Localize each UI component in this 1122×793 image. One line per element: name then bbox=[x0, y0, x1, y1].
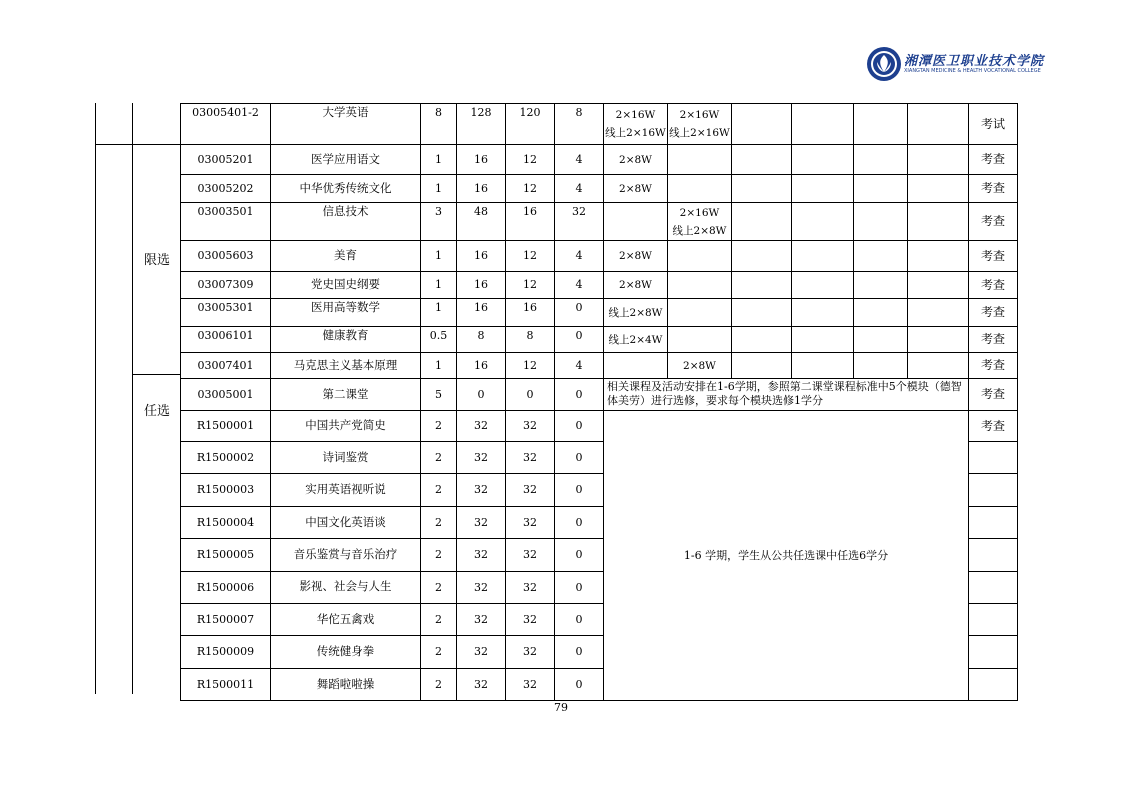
college-emblem-icon bbox=[866, 46, 902, 82]
course-theory: 32 bbox=[506, 411, 555, 442]
second-classroom-note: 相关课程及活动安排在1-6学期，参照第二课堂课程标准中5个模块（德智体美劳）进行选修，要求每个模块选修1学分 bbox=[604, 379, 969, 411]
course-table bbox=[180, 103, 1018, 701]
course-credits: 2 bbox=[421, 636, 457, 668]
course-practice-hours: 4 bbox=[555, 272, 604, 299]
semester-4 bbox=[792, 145, 854, 175]
semester-1-line: 线上2×8W bbox=[608, 306, 663, 319]
course-hours: 16 bbox=[457, 145, 506, 175]
assessment-type: 考试 bbox=[969, 104, 1018, 145]
course-name: 实用英语视听说 bbox=[271, 474, 421, 506]
course-theory: 32 bbox=[506, 506, 555, 538]
course-hours: 32 bbox=[457, 506, 506, 538]
course-practice: 0 bbox=[555, 668, 604, 700]
course-name: 美育 bbox=[271, 241, 421, 272]
semester-3 bbox=[732, 175, 792, 203]
assessment-type bbox=[969, 603, 1018, 635]
course-practice: 0 bbox=[555, 636, 604, 668]
semester-6 bbox=[908, 299, 969, 327]
semester-6 bbox=[908, 327, 969, 353]
semester-2 bbox=[668, 353, 732, 379]
semester-4 bbox=[792, 104, 854, 145]
subsection-divider bbox=[133, 374, 180, 375]
course-practice: 0 bbox=[555, 411, 604, 442]
course-hours: 8 bbox=[457, 327, 506, 353]
assessment-type bbox=[969, 442, 1018, 474]
course-code: 03005603 bbox=[181, 241, 271, 272]
assessment-type: 考查 bbox=[969, 327, 1018, 353]
course-credits: 3 bbox=[421, 203, 457, 241]
course-credits: 2 bbox=[421, 539, 457, 571]
semester-5 bbox=[854, 175, 908, 203]
semester-3 bbox=[732, 203, 792, 241]
course-hours: 0 bbox=[457, 379, 506, 411]
course-practice-hours: 8 bbox=[555, 104, 604, 145]
course-hours: 16 bbox=[457, 175, 506, 203]
table-row bbox=[181, 327, 1018, 353]
semester-1 bbox=[604, 241, 668, 272]
semester-2 bbox=[668, 203, 732, 241]
assessment-type bbox=[969, 506, 1018, 538]
course-hours: 16 bbox=[457, 353, 506, 379]
course-name: 医学应用语文 bbox=[271, 145, 421, 175]
semester-5 bbox=[854, 145, 908, 175]
course-credits: 5 bbox=[421, 379, 457, 411]
course-theory-hours: 16 bbox=[506, 203, 555, 241]
course-hours: 32 bbox=[457, 411, 506, 442]
course-practice-hours: 32 bbox=[555, 203, 604, 241]
semester-1 bbox=[604, 104, 668, 145]
semester-1 bbox=[604, 353, 668, 379]
semester-5 bbox=[854, 299, 908, 327]
course-theory-hours: 12 bbox=[506, 145, 555, 175]
course-credits: 1 bbox=[421, 145, 457, 175]
course-name: 中国文化英语谈 bbox=[271, 506, 421, 538]
course-hours: 32 bbox=[457, 474, 506, 506]
table-row bbox=[181, 299, 1018, 327]
course-code: 03005202 bbox=[181, 175, 271, 203]
course-practice: 0 bbox=[555, 379, 604, 411]
course-theory: 0 bbox=[506, 379, 555, 411]
outer-border-left bbox=[95, 103, 96, 144]
semester-1 bbox=[604, 327, 668, 353]
college-logo bbox=[866, 46, 1045, 84]
course-credits: 2 bbox=[421, 411, 457, 442]
semester-5 bbox=[854, 104, 908, 145]
semester-6 bbox=[908, 272, 969, 299]
course-code: R1500009 bbox=[181, 636, 271, 668]
table-row bbox=[181, 272, 1018, 299]
course-code: 03003501 bbox=[181, 203, 271, 241]
semester-1 bbox=[604, 272, 668, 299]
course-name: 舞蹈啦啦操 bbox=[271, 668, 421, 700]
course-practice-hours: 4 bbox=[555, 353, 604, 379]
course-theory-hours: 12 bbox=[506, 241, 555, 272]
course-code: R1500001 bbox=[181, 411, 271, 442]
course-hours: 32 bbox=[457, 668, 506, 700]
category-column-left bbox=[95, 144, 96, 694]
semester-1-line: 2×8W bbox=[619, 250, 652, 262]
course-theory-hours: 12 bbox=[506, 175, 555, 203]
course-credits: 2 bbox=[421, 571, 457, 603]
semester-2-line: 2×16W bbox=[679, 206, 720, 219]
semester-2-line: 2×16W bbox=[679, 109, 720, 121]
course-practice: 0 bbox=[555, 603, 604, 635]
assessment-type bbox=[969, 668, 1018, 700]
semester-6 bbox=[908, 104, 969, 145]
course-name: 党史国史纲要 bbox=[271, 272, 421, 299]
course-practice: 0 bbox=[555, 474, 604, 506]
course-theory: 32 bbox=[506, 668, 555, 700]
course-hours: 128 bbox=[457, 104, 506, 145]
semester-6 bbox=[908, 353, 969, 379]
category-restricted-label: 限选 bbox=[144, 253, 171, 268]
course-name: 华佗五禽戏 bbox=[271, 603, 421, 635]
course-practice-hours: 4 bbox=[555, 241, 604, 272]
semester-5 bbox=[854, 241, 908, 272]
course-practice: 0 bbox=[555, 442, 604, 474]
semester-2 bbox=[668, 241, 732, 272]
course-code: R1500004 bbox=[181, 506, 271, 538]
course-hours: 16 bbox=[457, 272, 506, 299]
semester-1-line: 2×16W bbox=[615, 109, 656, 121]
semester-6 bbox=[908, 175, 969, 203]
course-credits: 2 bbox=[421, 442, 457, 474]
course-theory: 32 bbox=[506, 636, 555, 668]
course-code: R1500007 bbox=[181, 603, 271, 635]
course-name: 诗词鉴赏 bbox=[271, 442, 421, 474]
semester-3 bbox=[732, 104, 792, 145]
college-name-en: XIANGTAN MEDICINE & HEALTH VOCATIONAL COLLEGE bbox=[904, 68, 1041, 74]
semester-2-line: 线上2×8W bbox=[672, 224, 727, 237]
assessment-type bbox=[969, 474, 1018, 506]
course-hours: 16 bbox=[457, 299, 506, 327]
section-divider bbox=[96, 144, 180, 145]
semester-3 bbox=[732, 299, 792, 327]
semester-3 bbox=[732, 272, 792, 299]
course-hours: 48 bbox=[457, 203, 506, 241]
course-practice-hours: 0 bbox=[555, 299, 604, 327]
assessment-type: 考查 bbox=[969, 353, 1018, 379]
semester-2 bbox=[668, 104, 732, 145]
table-row bbox=[181, 411, 1018, 442]
course-credits: 2 bbox=[421, 474, 457, 506]
course-credits: 1 bbox=[421, 353, 457, 379]
semester-3 bbox=[732, 241, 792, 272]
course-code: R1500011 bbox=[181, 668, 271, 700]
semester-1 bbox=[604, 299, 668, 327]
semester-6 bbox=[908, 241, 969, 272]
course-practice-hours: 4 bbox=[555, 145, 604, 175]
course-code: 03007309 bbox=[181, 272, 271, 299]
semester-6 bbox=[908, 203, 969, 241]
course-code: 03007401 bbox=[181, 353, 271, 379]
table-row bbox=[181, 175, 1018, 203]
course-practice-hours: 0 bbox=[555, 327, 604, 353]
course-credits: 1 bbox=[421, 241, 457, 272]
semester-3 bbox=[732, 353, 792, 379]
table-row bbox=[181, 379, 1018, 411]
semester-1-line: 2×8W bbox=[619, 279, 652, 291]
course-hours: 32 bbox=[457, 571, 506, 603]
course-hours: 32 bbox=[457, 603, 506, 635]
semester-2-line: 线上2×16W bbox=[669, 127, 730, 139]
course-code: R1500002 bbox=[181, 442, 271, 474]
semester-2 bbox=[668, 327, 732, 353]
table-row bbox=[181, 353, 1018, 379]
semester-4 bbox=[792, 299, 854, 327]
course-theory: 32 bbox=[506, 442, 555, 474]
semester-4 bbox=[792, 175, 854, 203]
course-practice: 0 bbox=[555, 539, 604, 571]
course-hours: 32 bbox=[457, 636, 506, 668]
course-code: 03005001 bbox=[181, 379, 271, 411]
semester-1-line: 线上2×4W bbox=[608, 333, 663, 346]
course-name: 中国共产党简史 bbox=[271, 411, 421, 442]
course-credits: 8 bbox=[421, 104, 457, 145]
semester-5 bbox=[854, 327, 908, 353]
course-code: R1500006 bbox=[181, 571, 271, 603]
category-column-right bbox=[132, 103, 133, 144]
course-name: 影视、社会与人生 bbox=[271, 571, 421, 603]
course-name: 信息技术 bbox=[271, 203, 421, 241]
table-row bbox=[181, 241, 1018, 272]
assessment-type: 考查 bbox=[969, 203, 1018, 241]
category-column-inner bbox=[132, 144, 133, 694]
semester-4 bbox=[792, 327, 854, 353]
semester-5 bbox=[854, 353, 908, 379]
course-credits: 1 bbox=[421, 299, 457, 327]
table-row bbox=[181, 145, 1018, 175]
course-theory-hours: 8 bbox=[506, 327, 555, 353]
semester-1-line: 2×8W bbox=[619, 182, 652, 195]
assessment-type: 考查 bbox=[969, 379, 1018, 411]
assessment-type: 考查 bbox=[969, 145, 1018, 175]
course-code: 03005301 bbox=[181, 299, 271, 327]
course-theory: 32 bbox=[506, 603, 555, 635]
college-name-cn: 湘潭医卫职业技术学院 bbox=[904, 54, 1045, 69]
page-number: 79 bbox=[554, 701, 568, 714]
course-name: 马克思主义基本原理 bbox=[271, 353, 421, 379]
elective-note: 1-6 学期，学生从公共任选课中任选6学分 bbox=[604, 411, 969, 701]
course-theory: 32 bbox=[506, 539, 555, 571]
course-code: 03006101 bbox=[181, 327, 271, 353]
semester-5 bbox=[854, 272, 908, 299]
course-name: 传统健身拳 bbox=[271, 636, 421, 668]
course-theory-hours: 120 bbox=[506, 104, 555, 145]
semester-3 bbox=[732, 327, 792, 353]
course-credits: 0.5 bbox=[421, 327, 457, 353]
semester-2 bbox=[668, 272, 732, 299]
assessment-type bbox=[969, 539, 1018, 571]
course-name: 第二课堂 bbox=[271, 379, 421, 411]
semester-2 bbox=[668, 145, 732, 175]
assessment-type: 考查 bbox=[969, 175, 1018, 203]
assessment-type: 考查 bbox=[969, 411, 1018, 442]
course-hours: 16 bbox=[457, 241, 506, 272]
course-theory: 32 bbox=[506, 571, 555, 603]
course-code: 03005401-2 bbox=[181, 104, 271, 145]
course-code: R1500005 bbox=[181, 539, 271, 571]
course-name: 音乐鉴赏与音乐治疗 bbox=[271, 539, 421, 571]
semester-1 bbox=[604, 175, 668, 203]
semester-1 bbox=[604, 145, 668, 175]
course-credits: 2 bbox=[421, 668, 457, 700]
course-practice: 0 bbox=[555, 571, 604, 603]
course-credits: 2 bbox=[421, 603, 457, 635]
semester-2-line: 2×8W bbox=[683, 359, 716, 372]
semester-4 bbox=[792, 203, 854, 241]
course-practice-hours: 4 bbox=[555, 175, 604, 203]
course-name: 健康教育 bbox=[271, 327, 421, 353]
table-row bbox=[181, 203, 1018, 241]
course-theory-hours: 16 bbox=[506, 299, 555, 327]
course-code: R1500003 bbox=[181, 474, 271, 506]
semester-4 bbox=[792, 272, 854, 299]
assessment-type bbox=[969, 571, 1018, 603]
course-credits: 1 bbox=[421, 272, 457, 299]
assessment-type: 考查 bbox=[969, 241, 1018, 272]
category-optional-label: 任选 bbox=[144, 404, 171, 419]
course-theory-hours: 12 bbox=[506, 272, 555, 299]
course-hours: 32 bbox=[457, 539, 506, 571]
semester-2 bbox=[668, 175, 732, 203]
assessment-type: 考查 bbox=[969, 272, 1018, 299]
course-code: 03005201 bbox=[181, 145, 271, 175]
course-credits: 2 bbox=[421, 506, 457, 538]
course-name: 大学英语 bbox=[271, 104, 421, 145]
semester-1-line: 线上2×16W bbox=[605, 127, 666, 139]
course-practice: 0 bbox=[555, 506, 604, 538]
course-name: 中华优秀传统文化 bbox=[271, 175, 421, 203]
assessment-type: 考查 bbox=[969, 299, 1018, 327]
semester-5 bbox=[854, 203, 908, 241]
course-credits: 1 bbox=[421, 175, 457, 203]
semester-4 bbox=[792, 353, 854, 379]
course-theory: 32 bbox=[506, 474, 555, 506]
semester-2 bbox=[668, 299, 732, 327]
assessment-type bbox=[969, 636, 1018, 668]
course-theory-hours: 12 bbox=[506, 353, 555, 379]
course-hours: 32 bbox=[457, 442, 506, 474]
semester-1 bbox=[604, 203, 668, 241]
semester-3 bbox=[732, 145, 792, 175]
semester-4 bbox=[792, 241, 854, 272]
semester-6 bbox=[908, 145, 969, 175]
semester-1-line: 2×8W bbox=[619, 153, 652, 166]
course-name: 医用高等数学 bbox=[271, 299, 421, 327]
table-row bbox=[181, 104, 1018, 145]
